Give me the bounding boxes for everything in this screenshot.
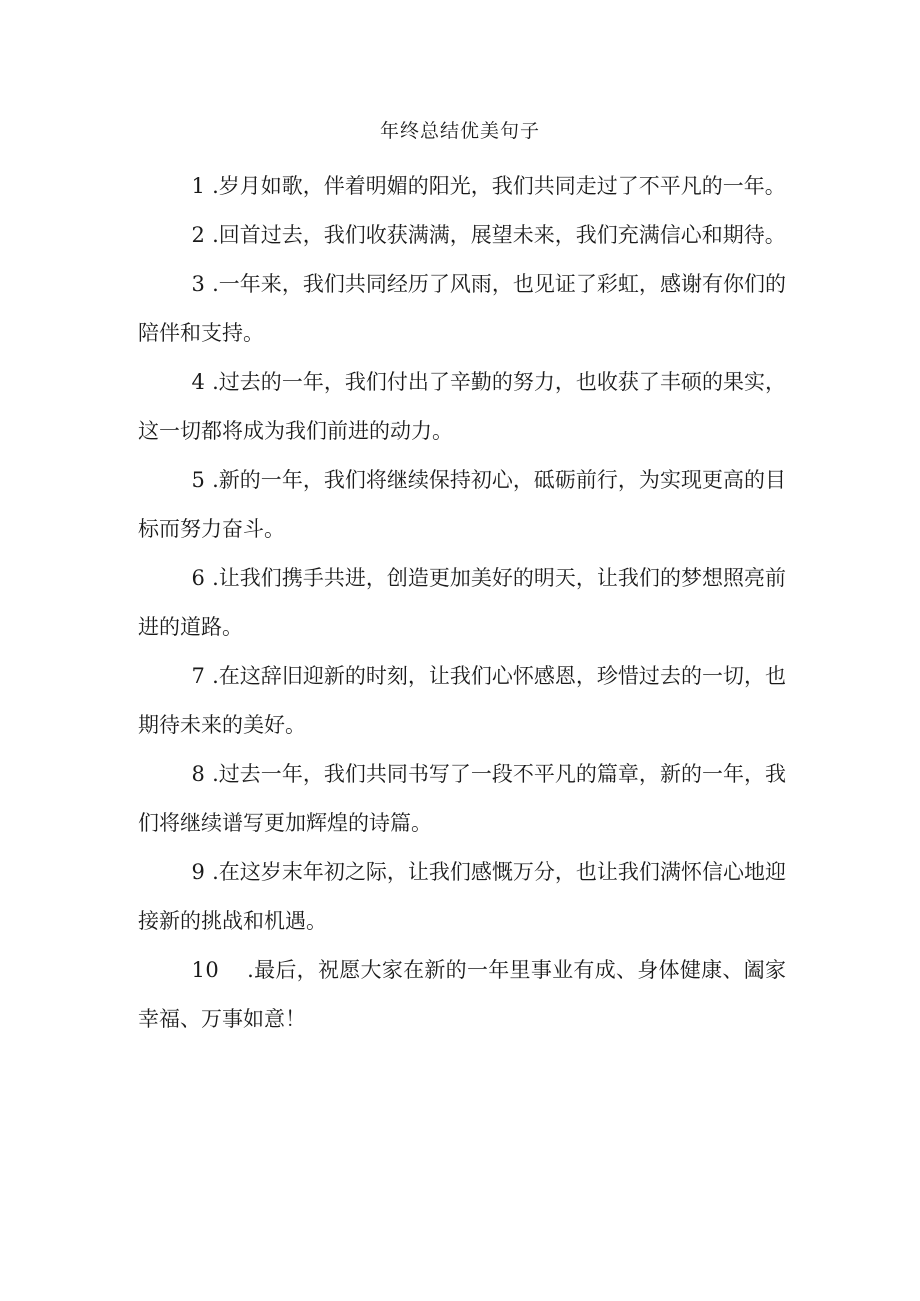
- document-body: [138, 162, 786, 1044]
- item-number: 7: [191, 664, 206, 688]
- list-item: [138, 750, 786, 848]
- item-text: .岁月如歌，伴着明媚的阳光，我们共同走过了不平凡的一年。: [212, 174, 786, 198]
- item-text: .在这岁末年初之际，让我们感慨万分，也让我们满怀信心地迎接新的挑战和机遇。: [138, 860, 786, 933]
- item-text: .过去的一年，我们付出了辛勤的努力，也收获了丰硕的果实，这一切都将成为我们前进的动力。: [138, 370, 786, 443]
- item-number: 9: [191, 860, 206, 884]
- document-title: 年终总结优美句子: [379, 120, 540, 142]
- item-text: .过去一年，我们共同书写了一段不平凡的篇章，新的一年，我们将继续谱写更加辉煌的诗篇。: [138, 762, 786, 835]
- item-text: .在这辞旧迎新的时刻，让我们心怀感恩，珍惜过去的一切，也期待未来的美好。: [138, 664, 786, 737]
- list-item: [138, 211, 786, 260]
- list-item: [138, 358, 786, 456]
- list-item: [138, 554, 786, 652]
- item-text: .回首过去，我们收获满满，展望未来，我们充满信心和期待。: [212, 223, 786, 247]
- list-item: [138, 946, 786, 1044]
- item-number: 1: [191, 174, 206, 198]
- list-item: [138, 652, 786, 750]
- item-number: 10: [191, 958, 220, 982]
- item-text: .让我们携手共进，创造更加美好的明天，让我们的梦想照亮前进的道路。: [138, 566, 786, 639]
- item-number: 8: [191, 762, 206, 786]
- list-item: [138, 162, 786, 211]
- item-text: .新的一年，我们将继续保持初心，砥砺前行，为实现更高的目标而努力奋斗。: [138, 468, 786, 541]
- list-item: [138, 848, 786, 946]
- item-number: 6: [191, 566, 206, 590]
- list-item: [138, 456, 786, 554]
- item-text: .最后，祝愿大家在新的一年里事业有成、身体健康、阖家幸福、万事如意！: [138, 958, 786, 1031]
- item-text: .一年来，我们共同经历了风雨，也见证了彩虹，感谢有你们的陪伴和支持。: [138, 272, 786, 345]
- item-number: 3: [191, 272, 206, 296]
- item-number: 5: [191, 468, 206, 492]
- list-item: [138, 260, 786, 358]
- item-number: 2: [191, 223, 206, 247]
- item-number: 4: [191, 370, 206, 394]
